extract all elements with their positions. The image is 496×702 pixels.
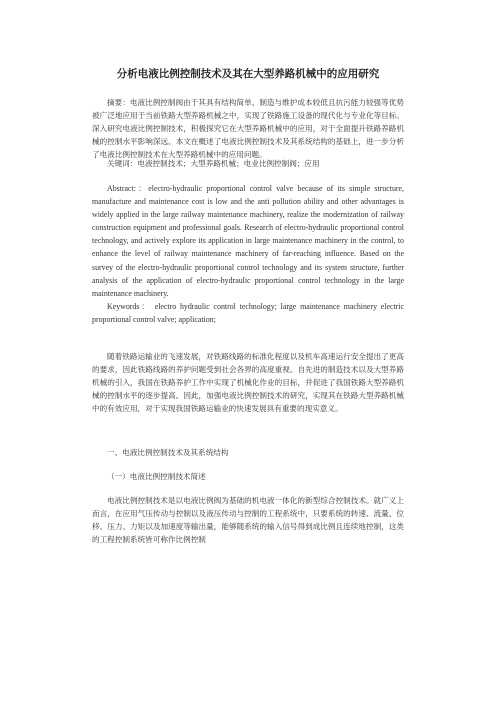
abstract-english: Abstract:：electro-hydraulic proportional control valve because of its simple structure, manufacture and maintenance cost is low and the anti pollution ability and other advantages is widely applied in the large railway maintenance machinery, realize the modernization of railway construction equipment and professional goals. Research of electro-hydraulic proportional control technology, and actively explore its application in large maintenance machinery in the control, to enhance the level of railway maintenance machinery of far-reaching influence. Based on the survey of the electro-hydraulic proportional control technology and its system structure, further analysis of the application of electro-hydraulic proportional control technology in the large maintenance machinery. — [92, 184, 404, 298]
keywords-chinese: 关键词：电液控制技术；大型养路机械；电业比例控制阀；应用 — [107, 159, 320, 168]
section-heading-1: 一、电液比例控制技术及其系统结构 — [107, 448, 229, 457]
abstract-chinese: 摘要：电液比例控制阀由于其具有结构简单、制造与维护成本较低且抗污能力较强等优势被广泛地应用于当前铁路大型养路机械之中，实现了铁路施工设备的现代化与专业化等目标。深入研究电液比例控制技术，积极探究它在大型养路机械中的应用，对于全面提升铁路养路机械的控制水平影响深远。本文在概述了电液比例控制技术及其系统结构的基础上，进一步分析了电液比例控制技术在大型养路机械中的应用问题。 — [92, 98, 404, 160]
introduction-paragraph: 随着铁路运输业的飞速发展，对铁路线路的标准化程度以及机车高速运行安全提出了更高的要求，因此铁路线路的养护问题受到社会各界的高度重视。自先进的制造技术以及大型养路机械的引入，我国在铁路养护工作中实现了机械化作业的目标，并促进了我国铁路大型养路机械的控制水平的逐步提高。因此，加强电液比例控制技术的研究，实现其在铁路大型养路机械中的有效应用，对于实现我国铁路运输业的快速发展具有重要的现实意义。 — [92, 352, 404, 414]
subsection-body-1-1: 电液比例控制技术是以电液比例阀为基础的机电液一体化的新型综合控制技术。就广义上而言，在应用气压传动与控制以及液压传动与控制的工程系统中，只要系统的转速、流量、位移、压力、力矩以及加速度等输出量，能够随系统的输入信号得到成比例且连续地控制，这类的工程控制系统皆可称作比例控制 — [92, 496, 404, 545]
paper-title: 分析电液比例控制技术及其在大型养路机械中的应用研究 — [116, 68, 380, 80]
keywords-english: Keywords： electro hydraulic control technology; large maintenance machinery electric proportional control valve; application; — [92, 302, 404, 325]
subsection-heading-1-1: （一）电液比例控制技术简述 — [107, 472, 206, 481]
